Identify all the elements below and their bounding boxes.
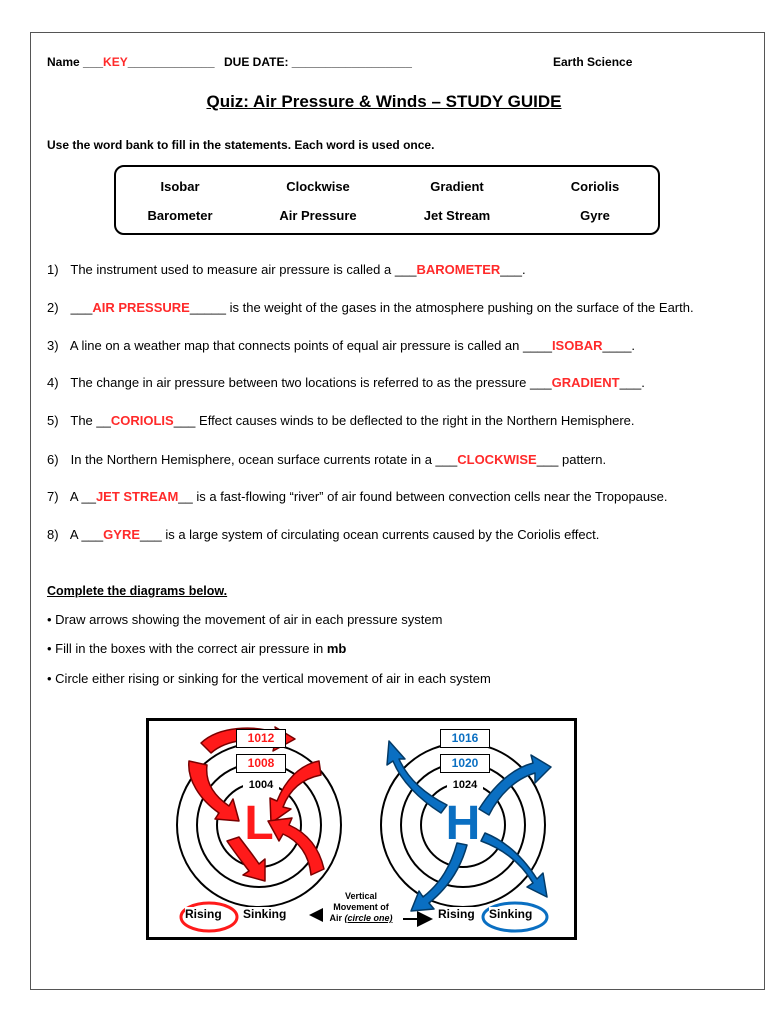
bullet-text: • Fill in the boxes with the correct air pressure in	[47, 641, 327, 656]
low-pressure-box-inner: 1008	[236, 754, 286, 773]
name-field	[47, 55, 215, 69]
course-label: Earth Science	[553, 55, 633, 69]
question-number: 3)	[47, 338, 59, 353]
high-rising-label: Rising	[438, 907, 475, 921]
question-text: The instrument used to measure air pressure is called a ___	[70, 262, 417, 277]
answer-text: GYRE	[103, 527, 141, 542]
question-text: A ___	[69, 527, 104, 542]
question-text: ___.	[500, 262, 526, 277]
bullet-bold-unit: mb	[326, 641, 347, 656]
diagram-bullet	[47, 612, 442, 627]
word-bank-item: Air Pressure	[279, 208, 357, 223]
vertical-label-line: Movement of	[333, 902, 389, 912]
question-number: 2)	[47, 300, 59, 315]
answer-text: ISOBAR	[551, 338, 603, 353]
low-pressure-box-outer: 1012	[236, 729, 286, 748]
question-text: The change in air pressure between two locations is referred to as the pressure ___	[70, 375, 552, 390]
question-text: ____.	[602, 338, 636, 353]
diagram-heading: Complete the diagrams below.	[47, 584, 228, 598]
answer-text: CORIOLIS	[110, 413, 174, 428]
word-bank-item: Gradient	[430, 179, 484, 194]
question-number: 7)	[47, 489, 59, 504]
question-text: ___	[70, 300, 93, 315]
low-letter: L	[244, 797, 274, 850]
answer-text: CLOCKWISE	[457, 452, 537, 467]
answer-text: AIR PRESSURE	[92, 300, 190, 315]
question-text: A line on a weather map that connects points of equal air pressure is called an ____	[69, 338, 552, 353]
low-center-pressure: 1004	[243, 779, 279, 791]
name-suffix: _____________	[127, 55, 215, 69]
pressure-systems-diagram	[146, 718, 577, 940]
question-number: 8)	[47, 527, 59, 542]
high-letter: H	[445, 797, 481, 850]
bullet-text: • Draw arrows showing the movement of air in each pressure system	[47, 612, 443, 627]
word-bank-item: Coriolis	[570, 179, 620, 194]
question-text: ___ Effect causes winds to be deflected to the right in the Northern Hemisphere.	[173, 413, 635, 428]
low-rising-label: Rising	[185, 907, 222, 921]
question-6	[47, 452, 606, 467]
due-date-field: DUE DATE: __________________	[224, 55, 412, 69]
page-title-text: Quiz: Air Pressure & Winds – STUDY GUIDE	[206, 92, 562, 111]
question-text: ___ is a large system of circulating ocean currents caused by the Coriolis effect.	[140, 527, 600, 542]
question-text: __ is a fast-flowing “river” of air found between convection cells near the Tropopause.	[178, 489, 668, 504]
vertical-movement-label	[323, 891, 399, 924]
bullet-text: • Circle either rising or sinking for the vertical movement of air in each system	[47, 671, 491, 686]
word-bank-item: Isobar	[160, 179, 200, 194]
name-value: KEY	[103, 55, 128, 69]
question-number: 4)	[47, 375, 59, 390]
question-8	[47, 527, 599, 542]
blue-arrow-icon	[481, 833, 547, 897]
high-pressure-box-inner: 1020	[440, 754, 490, 773]
question-text: In the Northern Hemisphere, ocean surface currents rotate in a ___	[70, 452, 458, 467]
instructions: Use the word bank to fill in the statements. Each word is used once.	[47, 138, 435, 152]
high-center-pressure: 1024	[447, 779, 483, 791]
question-5	[47, 413, 635, 428]
question-1	[47, 262, 526, 277]
question-3	[47, 338, 635, 353]
word-bank	[114, 165, 660, 235]
blue-arrow-icon	[411, 843, 467, 911]
diagram-bullet	[47, 671, 491, 686]
vertical-label-line	[323, 913, 399, 924]
high-pressure-box-outer: 1016	[440, 729, 490, 748]
question-number: 5)	[47, 413, 59, 428]
question-text: ___.	[619, 375, 645, 390]
word-bank-item: Jet Stream	[423, 208, 491, 223]
high-sinking-label: Sinking	[489, 907, 533, 921]
question-2	[47, 300, 694, 315]
question-text: _____ is the weight of the gases in the atmosphere pushing on the surface of the Earth.	[189, 300, 694, 315]
question-number: 6)	[47, 452, 59, 467]
question-number: 1)	[47, 262, 59, 277]
answer-text: BAROMETER	[416, 262, 501, 277]
word-bank-item: Barometer	[147, 208, 213, 223]
question-4	[47, 375, 645, 390]
vertical-label-line: Vertical	[344, 891, 378, 901]
name-prefix: Name ___	[47, 55, 104, 69]
answer-text: JET STREAM	[95, 489, 179, 504]
circle-one-hint: (circle one)	[344, 913, 393, 923]
question-text: A __	[69, 489, 96, 504]
page-title	[0, 92, 768, 112]
word-bank-item: Clockwise	[286, 179, 350, 194]
vertical-label-word: Air	[329, 913, 345, 923]
diagram-bullet	[47, 641, 346, 656]
question-text: The __	[70, 413, 111, 428]
question-7	[47, 489, 668, 504]
answer-text: GRADIENT	[551, 375, 620, 390]
question-text: ___ pattern.	[536, 452, 607, 467]
low-sinking-label: Sinking	[243, 907, 287, 921]
word-bank-item: Gyre	[580, 208, 610, 223]
